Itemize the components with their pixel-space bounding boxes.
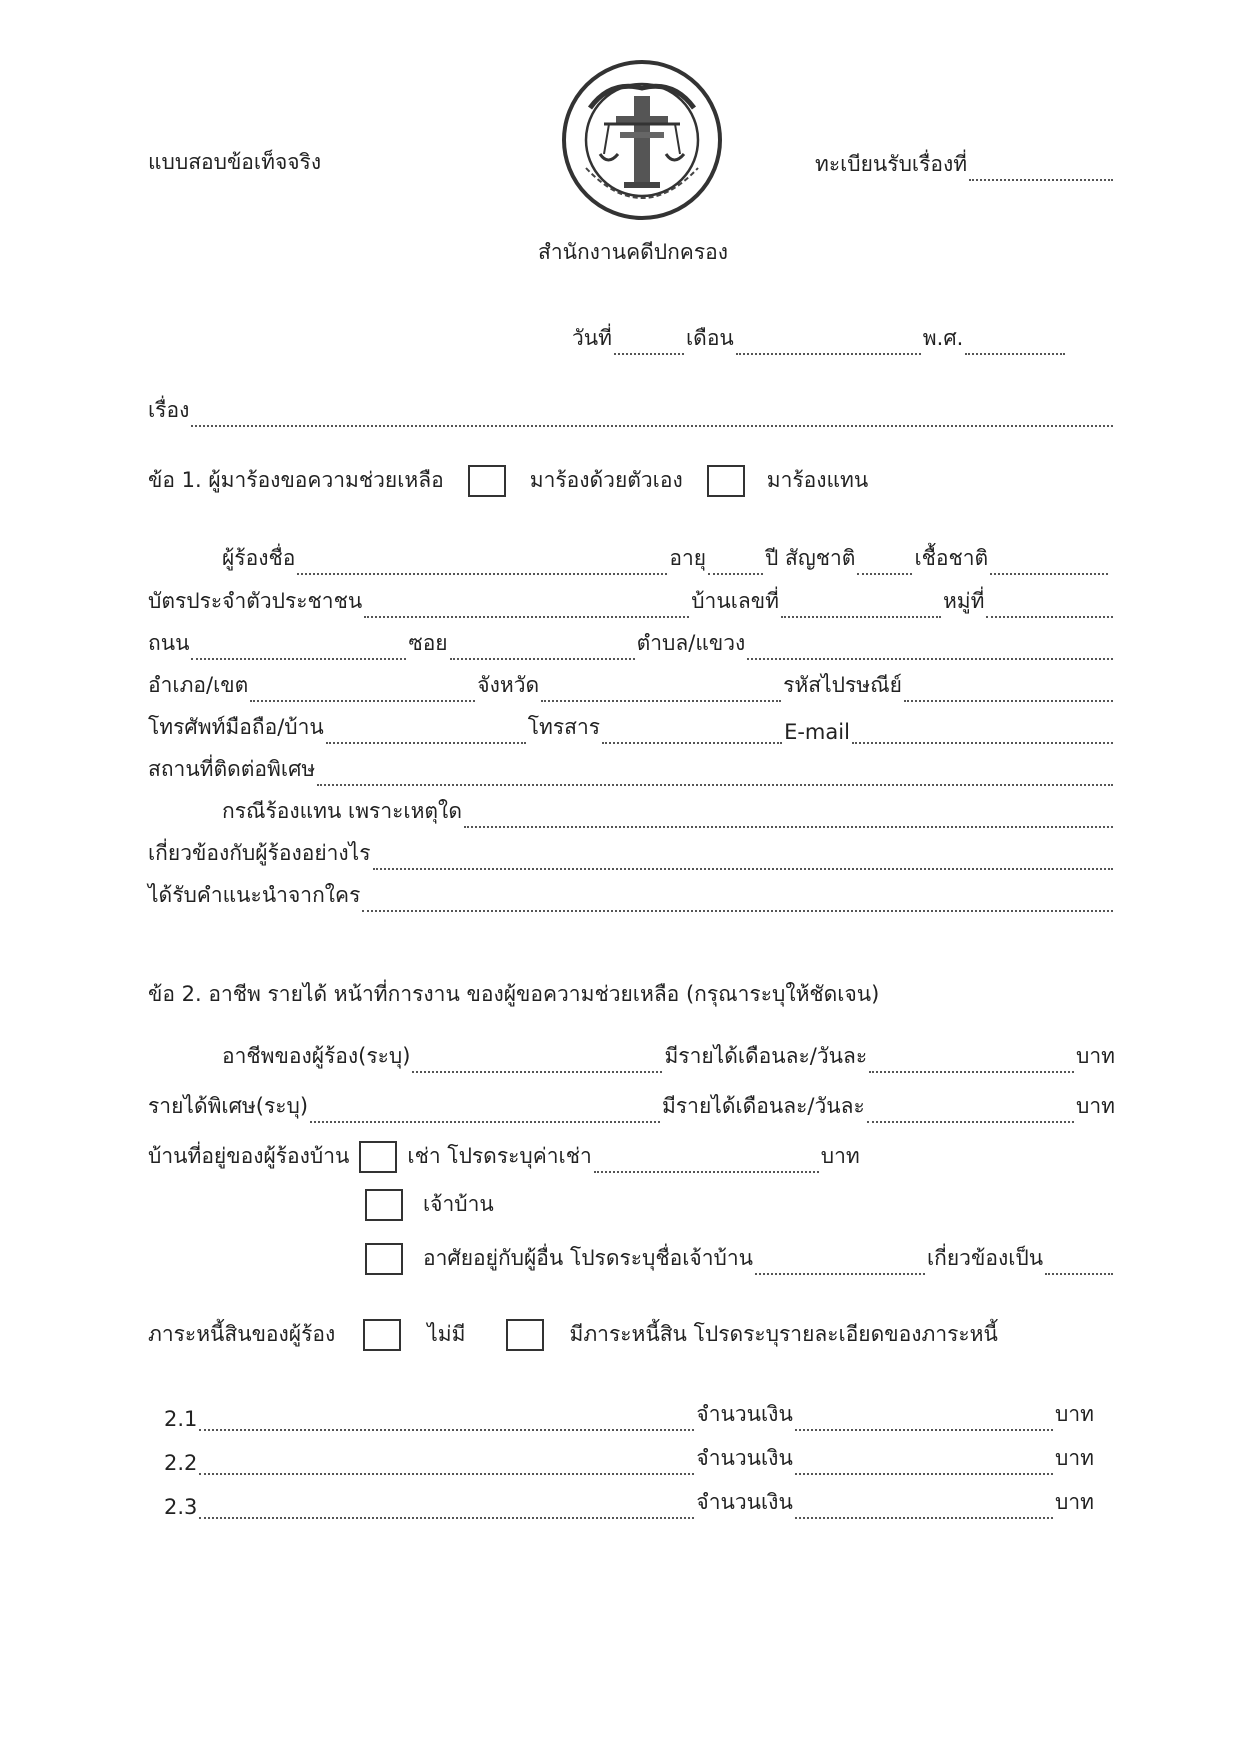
extra-income-row (148, 1090, 1115, 1123)
age-label: อายุ (669, 546, 707, 570)
email-blank[interactable] (852, 720, 1113, 744)
occupation-blank[interactable] (412, 1049, 662, 1073)
rent-checkbox[interactable] (359, 1141, 397, 1173)
no-debt-checkbox[interactable] (363, 1319, 401, 1351)
soi-blank[interactable] (450, 636, 635, 660)
road-row (148, 627, 1115, 660)
section2-heading: ข้อ 2. อาชีพ รายได้ หน้าที่การงาน ของผู้ขอความช่วยเหลือ (กรุณาระบุให้ชัดเจน) (148, 982, 880, 1006)
related-as-blank[interactable] (1045, 1251, 1113, 1275)
phone-row (148, 711, 1115, 744)
day-blank[interactable] (614, 331, 684, 355)
advice-row (148, 879, 1115, 912)
income-label: มีรายได้เดือนละ/วันละ (664, 1044, 868, 1068)
special-contact-row (148, 753, 1115, 786)
phone-blank[interactable] (326, 720, 526, 744)
fax-label: โทรสาร (527, 715, 601, 739)
debt-row (148, 1318, 1115, 1351)
proxy-label: มาร้องแทน (766, 468, 869, 492)
id-card-blank[interactable] (364, 594, 689, 618)
subject-row (148, 394, 1115, 427)
occupation-label: อาชีพของผู้ร้อง(ระบุ) (222, 1044, 411, 1068)
registration-label: ทะเบียนรับเรื่องที่ (815, 152, 968, 176)
baht-label: บาท (1055, 1446, 1094, 1470)
village-label: หมู่ที่ (942, 589, 985, 613)
province-label: จังหวัด (477, 673, 540, 697)
debt-item-row (164, 1442, 1094, 1475)
proxy-reason-blank[interactable] (464, 804, 1113, 828)
has-debt-checkbox[interactable] (506, 1319, 544, 1351)
section1-heading-row (148, 464, 1115, 497)
fax-blank[interactable] (602, 720, 782, 744)
baht-label: บาท (820, 1144, 860, 1168)
occupation-row (222, 1040, 1115, 1073)
extra-income-label: รายได้พิเศษ(ระบุ) (148, 1094, 309, 1118)
amount-blank[interactable] (795, 1495, 1053, 1519)
amount-label: จำนวนเงิน (696, 1446, 793, 1470)
owner-checkbox[interactable] (365, 1189, 403, 1221)
postcode-blank[interactable] (904, 678, 1113, 702)
amount-label: จำนวนเงิน (696, 1490, 793, 1514)
debt-item-number: 2.3 (164, 1495, 198, 1519)
month-label: เดือน (686, 326, 734, 350)
debt-label: ภาระหนี้สินของผู้ร้อง (148, 1322, 336, 1346)
relation-label: เกี่ยวข้องกับผู้ร้องอย่างไร (148, 841, 371, 865)
village-blank[interactable] (986, 594, 1113, 618)
age-blank[interactable] (708, 551, 763, 575)
name-blank[interactable] (297, 551, 667, 575)
year-label: พ.ศ. (922, 326, 964, 350)
live-with-label: อาศัยอยู่กับผู้อื่น โปรดระบุชื่อเจ้าบ้าน (423, 1246, 753, 1270)
self-label: มาร้องด้วยตัวเอง (529, 468, 683, 492)
special-contact-blank[interactable] (317, 762, 1113, 786)
registration-blank[interactable] (969, 157, 1113, 181)
extra-income-rate-blank[interactable] (867, 1099, 1074, 1123)
extra-income-blank[interactable] (310, 1099, 660, 1123)
baht-label: บาท (1076, 1094, 1115, 1118)
baht-label: บาท (1076, 1044, 1115, 1068)
email-label: E-mail (784, 720, 850, 744)
special-contact-label: สถานที่ติดต่อพิเศษ (148, 757, 316, 781)
debt-item-number: 2.2 (164, 1451, 198, 1475)
year-blank[interactable] (965, 331, 1065, 355)
month-blank[interactable] (736, 331, 921, 355)
proxy-reason-label: กรณีร้องแทน เพราะเหตุใด (222, 799, 462, 823)
house-no-label: บ้านเลขที่ (691, 589, 779, 613)
debt-item-row (164, 1398, 1094, 1431)
no-debt-label: ไม่มี (427, 1322, 466, 1346)
province-blank[interactable] (541, 678, 781, 702)
related-as-label: เกี่ยวข้องเป็น (926, 1246, 1044, 1270)
debt-item-row (164, 1486, 1094, 1519)
debt-item-blank[interactable] (199, 1451, 694, 1475)
phone-label: โทรศัพท์มือถือ/บ้าน (148, 715, 324, 739)
debt-item-number: 2.1 (164, 1407, 198, 1431)
live-with-blank[interactable] (755, 1251, 925, 1275)
ethnicity-blank[interactable] (990, 551, 1108, 575)
house-no-blank[interactable] (781, 594, 941, 618)
date-row (572, 322, 1067, 355)
form-title: แบบสอบข้อเท็จจริง (148, 150, 322, 174)
baht-label: บาท (1055, 1490, 1094, 1514)
housing-row (148, 1140, 948, 1173)
office-seal-logo (560, 58, 724, 222)
housing-label: บ้านที่อยู่ของผู้ร้องบ้าน (148, 1144, 350, 1168)
rent-label: เช่า โปรดระบุค่าเช่า (407, 1144, 592, 1168)
baht-label: บาท (1055, 1402, 1094, 1426)
income-blank[interactable] (869, 1049, 1074, 1073)
nationality-label: ปี สัญชาติ (765, 546, 856, 570)
proxy-reason-row (222, 795, 1115, 828)
ethnicity-label: เชื้อชาติ (914, 546, 989, 570)
office-name: สำนักงานคดีปกครอง (538, 240, 729, 264)
name-row (222, 542, 1110, 575)
id-card-label: บัตรประจำตัวประชาชน (148, 589, 363, 613)
amount-blank[interactable] (795, 1451, 1053, 1475)
amount-blank[interactable] (795, 1407, 1053, 1431)
day-label: วันที่ (572, 326, 612, 350)
live-with-checkbox[interactable] (365, 1243, 403, 1275)
district-blank[interactable] (250, 678, 475, 702)
subject-blank[interactable] (191, 403, 1113, 427)
self-checkbox[interactable] (468, 465, 506, 497)
subdistrict-blank[interactable] (747, 636, 1113, 660)
has-debt-label: มีภาระหนี้สิน โปรดระบุรายละเอียดของภาระหนี้ (569, 1322, 998, 1346)
owner-label: เจ้าบ้าน (423, 1192, 494, 1216)
advice-label: ได้รับคำแนะนำจากใคร (148, 883, 361, 907)
proxy-checkbox[interactable] (707, 465, 745, 497)
subject-label: เรื่อง (148, 398, 190, 422)
road-label: ถนน (148, 631, 190, 655)
section1-heading: ข้อ 1. ผู้มาร้องขอความช่วยเหลือ (148, 468, 444, 492)
district-label: อำเภอ/เขต (148, 673, 249, 697)
district-row (148, 669, 1115, 702)
amount-label: จำนวนเงิน (696, 1402, 793, 1426)
subdistrict-label: ตำบล/แขวง (636, 631, 746, 655)
debt-item-blank[interactable] (199, 1407, 694, 1431)
road-blank[interactable] (191, 636, 406, 660)
debt-item-blank[interactable] (199, 1495, 694, 1519)
name-label: ผู้ร้องชื่อ (222, 546, 296, 570)
advice-blank[interactable] (362, 888, 1113, 912)
soi-label: ซอย (408, 631, 448, 655)
nationality-blank[interactable] (857, 551, 912, 575)
owner-row (365, 1188, 494, 1221)
relation-row (148, 837, 1115, 870)
live-with-row (365, 1242, 1115, 1275)
extra-income-rate-label: มีรายได้เดือนละ/วันละ (662, 1094, 865, 1118)
rent-blank[interactable] (594, 1149, 819, 1173)
id-row (148, 585, 1115, 618)
registration-number-field (815, 148, 1115, 181)
postcode-label: รหัสไปรษณีย์ (783, 673, 902, 697)
relation-blank[interactable] (373, 846, 1113, 870)
